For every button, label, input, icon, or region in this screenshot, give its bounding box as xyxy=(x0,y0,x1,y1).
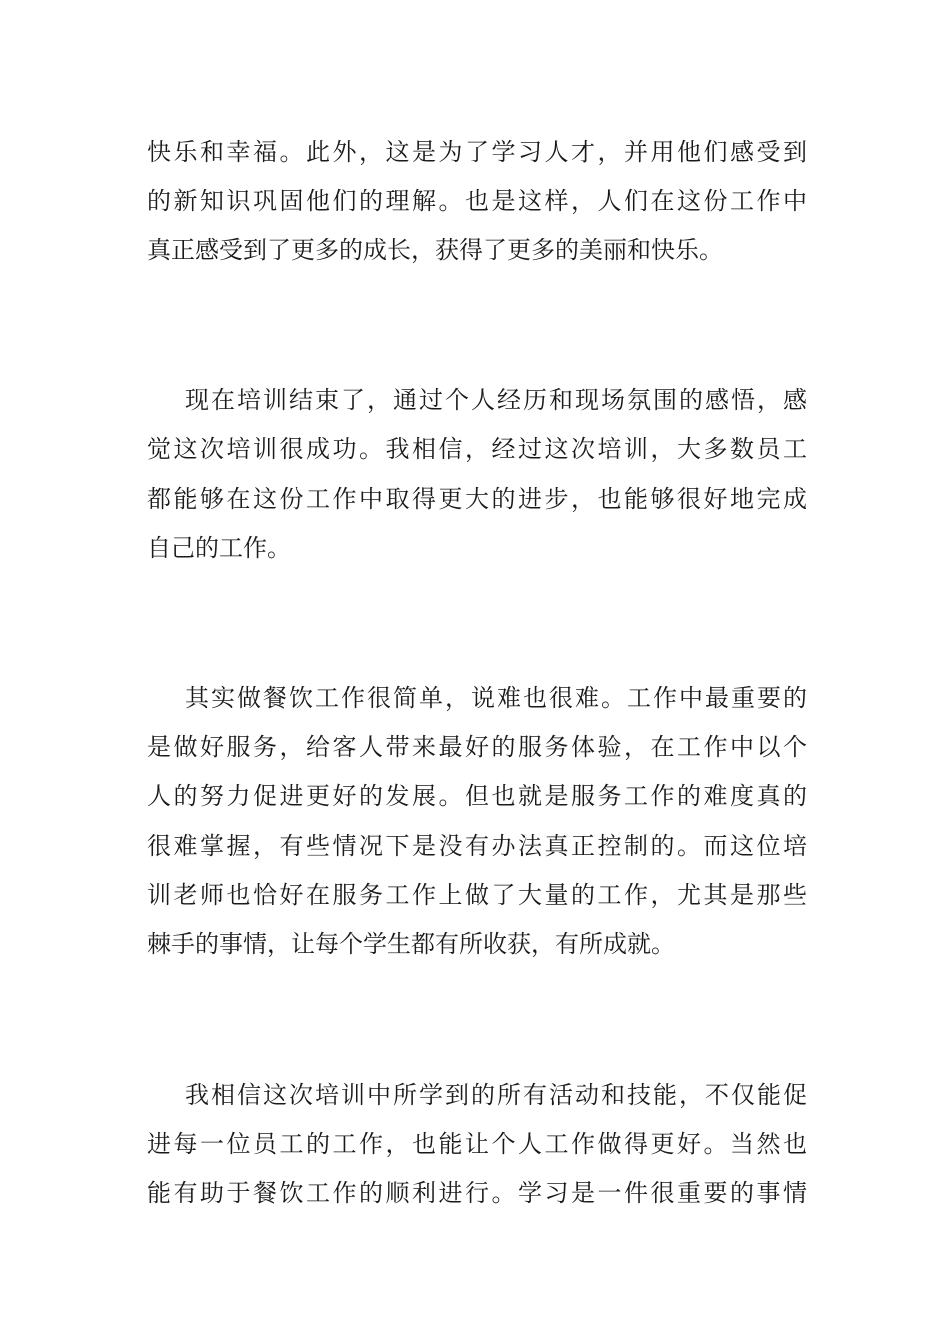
text-line: 是做好服务，给客人带来最好的服务体验，在工作中以个 xyxy=(147,733,807,761)
text-line: 很难掌握，有些情况下是没有办法真正控制的。而这位培 xyxy=(147,832,807,860)
text-line: 进每一位员工的工作，也能让个人工作做得更好。当然也 xyxy=(147,1130,807,1158)
text-line: 能有助于餐饮工作的顺利进行。学习是一件很重要的事情 xyxy=(147,1179,807,1207)
text-line: 觉这次培训很成功。我相信，经过这次培训，大多数员工 xyxy=(147,435,807,463)
text-line: 我相信这次培训中所学到的所有活动和技能，不仅能促 xyxy=(185,1081,807,1109)
text-line: 棘手的事情，让每个学生都有所收获，有所成就。 xyxy=(147,930,675,958)
text-line: 人的努力促进更好的发展。但也就是服务工作的难度真的 xyxy=(147,782,807,810)
text-line: 快乐和幸福。此外，这是为了学习人才，并用他们感受到 xyxy=(147,138,807,166)
text-line: 真正感受到了更多的成长，获得了更多的美丽和快乐。 xyxy=(147,236,723,264)
text-line: 的新知识巩固他们的理解。也是这样，人们在这份工作中 xyxy=(147,187,807,215)
text-line: 训老师也恰好在服务工作上做了大量的工作，尤其是那些 xyxy=(147,881,807,909)
text-line: 自己的工作。 xyxy=(147,534,291,562)
text-line: 都能够在这份工作中取得更大的进步，也能够很好地完成 xyxy=(147,485,807,513)
text-line: 其实做餐饮工作很简单，说难也很难。工作中最重要的 xyxy=(185,684,807,712)
text-line: 现在培训结束了，通过个人经历和现场氛围的感悟，感 xyxy=(185,386,807,414)
